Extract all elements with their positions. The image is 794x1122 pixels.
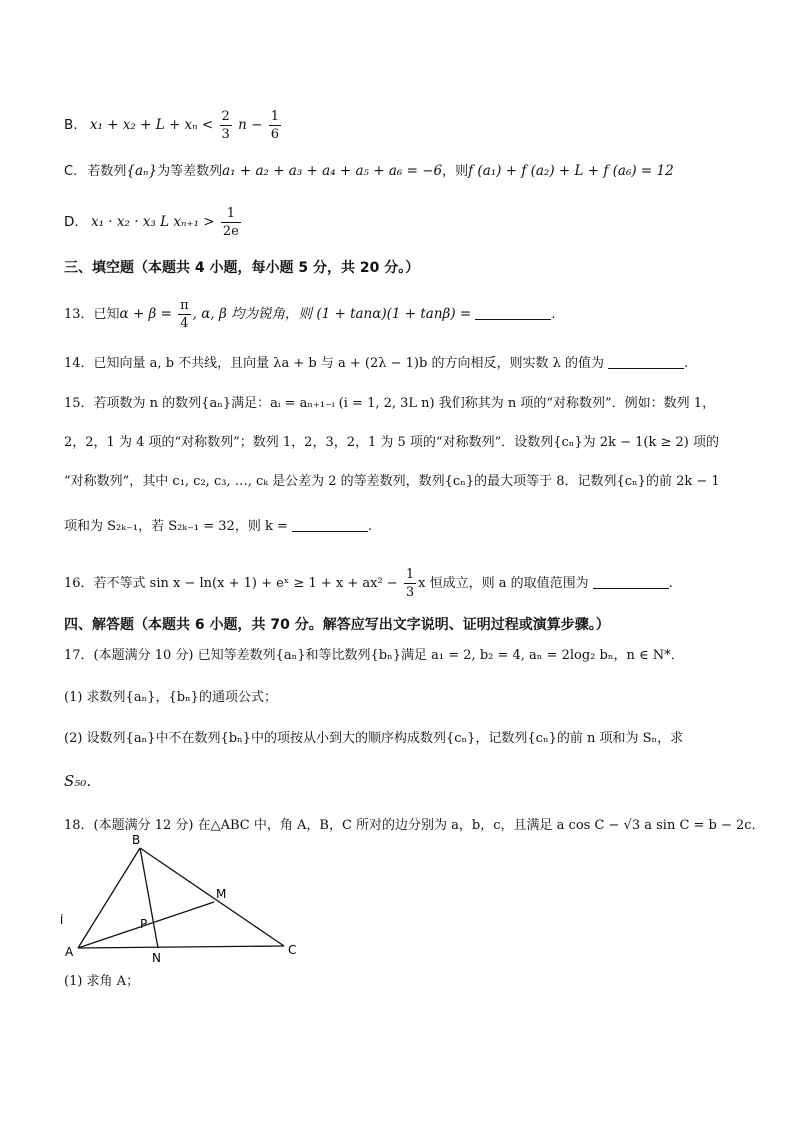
question-17-part1: (1) 求数列{aₙ}，{bₙ}的通项公式； — [64, 690, 277, 705]
question-13: 13．已知α + β = $\frac{\pi}{4}$ , α, β 均为锐角，则 (1 + tanα)(1 + tanβ) = . — [64, 298, 556, 331]
answer-blank — [292, 517, 368, 532]
side-ac — [78, 946, 284, 948]
side-ab — [78, 848, 140, 948]
label-a: A — [65, 945, 74, 959]
segment-bn — [140, 848, 158, 948]
question-15-line: “对称数列”，其中 c₁, c₂, c₃, …, cₖ 是公差为 2 的等差数列，数列{cₙ}的最大项等于 8．记数列{cₙ}的前 2k − 1 — [64, 474, 720, 489]
answer-blank — [475, 305, 551, 320]
fraction: $\frac{\pi}{4}$ — [180, 298, 189, 331]
question-18-stem: 18．(本题满分 12 分) 在△ABC 中，角 A，B，C 所对的边分别为 a，b，c，且满足 a cos C − √3 a sin C = b − 2c． — [64, 818, 765, 833]
option-d — [64, 205, 243, 240]
question-17-part2-end: S₅₀． — [64, 772, 102, 790]
answer-blank — [593, 574, 669, 589]
math-expression: x₁ + x₂ + L + xₙ < — [89, 117, 214, 133]
fraction: $\frac{2}{3}$ — [221, 109, 230, 142]
label-c: C — [288, 943, 297, 957]
question-18-part1: (1) 求角 A； — [64, 974, 140, 989]
question-15-line: 2，2，1 为 4 项的“对称数列”；数列 1，2，3，2，1 为 5 项的“对称数列”．设数列{cₙ}为 2k − 1(k ≥ 2) 项的 — [64, 435, 719, 450]
math-expression: a₁ + a₂ + a₃ + a₄ + a₅ + a₆ = −6 — [222, 163, 443, 179]
label-m: M — [216, 887, 227, 901]
math-expression: f (a₁) + f (a₂) + L + f (a₆) = 12 — [468, 163, 674, 179]
section-heading: 三、填空题（本题共 4 小题，每小题 5 分，共 20 分。） — [64, 260, 420, 276]
option-letter: D. — [64, 214, 79, 230]
triangle-figure — [56, 828, 316, 968]
question-17-part2: (2) 设数列{aₙ}中不在数列{bₙ}中的项按从小到大的顺序构成数列{cₙ}，记数列{cₙ}的前 n 项和为 Sₙ，求 — [64, 731, 684, 746]
label-n: N — [152, 951, 161, 965]
question-17-stem: 17．(本题满分 10 分) 已知等差数列{aₙ}和等比数列{bₙ}满足 a₁ = 2, b₂ = 4, aₙ = 2log₂ bₙ，n ∈ N*． — [64, 648, 684, 663]
question-15-line: 15．若项数为 n 的数列{aₙ}满足：aᵢ = aₙ₊₁₋ᵢ (i = 1, 2, 3L n) 我们称其为 n 项的“对称数列”．例如：数列 1， — [64, 396, 716, 411]
math-expression: x₁ · x₂ · x₃ L xₙ₊₁ > — [90, 214, 215, 230]
section-heading: 四、解答题（本题共 6 小题，共 70 分。解答应写出文字说明、证明过程或演算步骤。） — [64, 617, 610, 633]
fraction: $\frac{1}{2e}$ — [222, 206, 239, 239]
fraction: $\frac{1}{3}$ — [405, 567, 415, 600]
option-letter: B. — [64, 117, 78, 133]
fraction: $\frac{1}{6}$ — [270, 109, 280, 142]
question-16: 16．若不等式 sin x − ln(x + 1) + eˣ ≥ 1 + x + ax² − $\frac{1}{3}$ x 恒成立，则 a 的取值范围为 . — [64, 567, 673, 600]
option-b — [64, 108, 283, 143]
math-expression: n − — [238, 117, 263, 133]
question-14: 14．已知向量 a, b 不共线，且向量 λa + b 与 a + (2λ − 1)b 的方向相反，则实数 λ 的值为 . — [64, 356, 689, 371]
stray-mark: Í — [60, 914, 64, 927]
label-b: B — [132, 833, 141, 847]
question-15-line: 项和为 S₂ₖ₋₁，若 S₂ₖ₋₁ = 32，则 k = . — [64, 519, 373, 534]
answer-blank — [608, 354, 684, 369]
option-c: C. 若数列{aₙ}为等差数列a₁ + a₂ + a₃ + a₄ + a₅ + a₆ = −6，则f (a₁) + f (a₂) + L + f (a₆) = 12 — [64, 163, 674, 179]
label-p: P — [140, 917, 148, 931]
side-bc — [140, 848, 284, 946]
option-letter: C. — [64, 164, 78, 179]
